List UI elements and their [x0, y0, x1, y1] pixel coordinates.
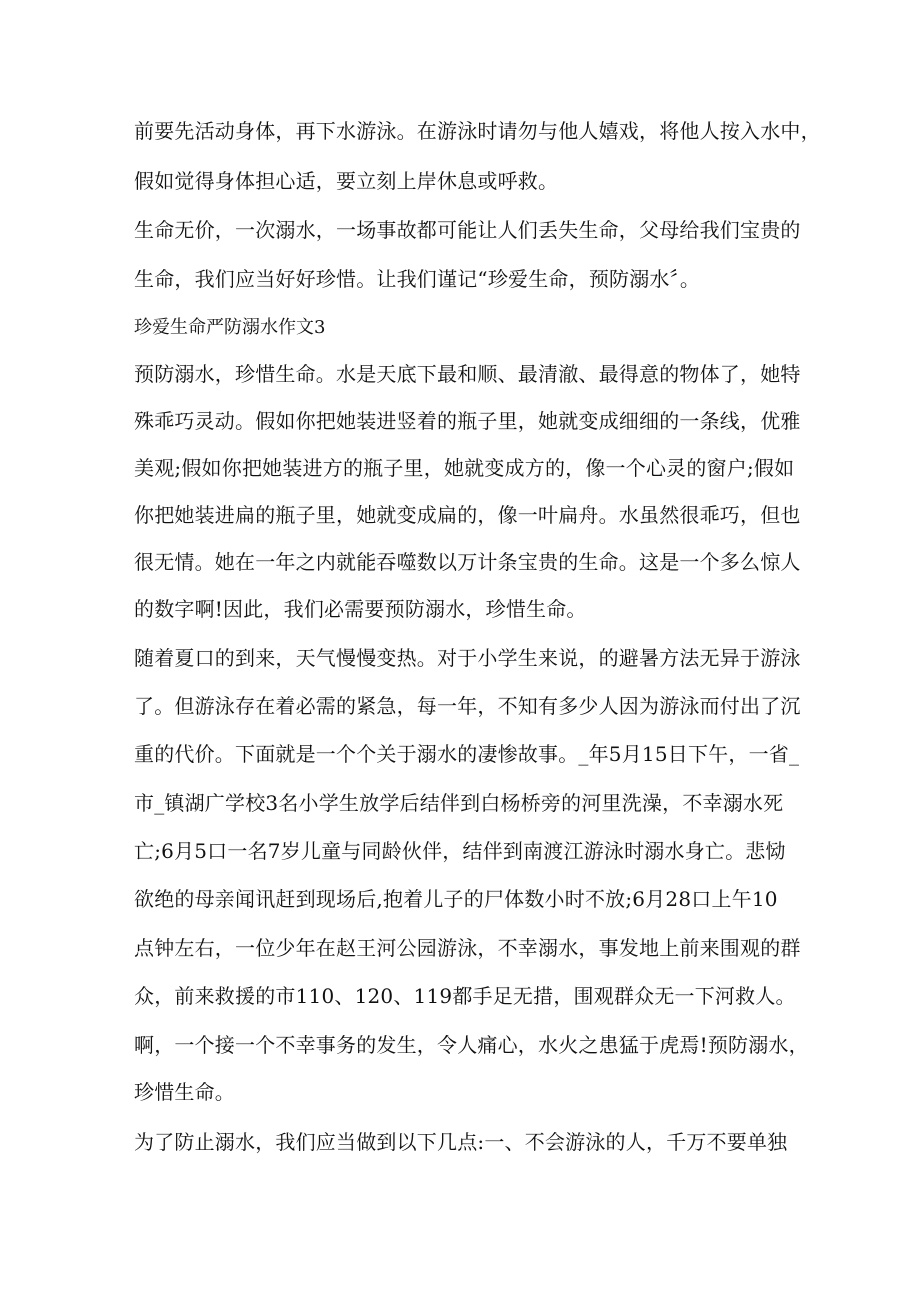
text-line: 生命，我们应当好好珍惜。让我们谨记“珍爱生命，预防溺水〞。 — [134, 267, 701, 291]
text-line: 很无情。她在一年之内就能吞噬数以万计条宝贵的生命。这是一个多么惊人 — [134, 550, 801, 574]
text-line: 的数字啊!因此，我们必需要预防溺水，珍惜生命。 — [134, 597, 587, 621]
text-line: 众，前来救援的市110、120、119都手足无措，围观群众无一下河救人。 — [134, 984, 796, 1008]
text-line: 欲绝的母亲闻讯赶到现场后,抱着儿子的尸体数小时不放;6月28口上午10 — [134, 887, 778, 911]
text-line: 前要先活动身体，再下水游泳。在游泳时请勿与他人嬉戏，将他人按入水中， — [134, 119, 821, 143]
text-line: 美观;假如你把她装进方的瓶子里，她就变成方的，像一个心灵的窗户;假如 — [134, 456, 795, 480]
text-line: 市_镇湖广学校3名小学生放学后结伴到白杨桥旁的河里洗澡，不幸溺水死 — [134, 791, 784, 815]
text-line: 珍惜生命。 — [134, 1080, 235, 1104]
text-line: 啊，一个接一个不幸事务的发生，令人痛心，水火之患猛于虎焉!预防溺水， — [134, 1033, 809, 1057]
text-line: 亡;6月5口一名7岁儿童与同龄伙伴，结伴到南渡江游泳时溺水身亡。悲恸 — [134, 839, 786, 863]
text-line: 了。但游泳存在着必需的紧急，每一年，不知有多少人因为游泳而付出了沉 — [134, 694, 801, 718]
text-line: 预防溺水，珍惜生命。水是天底下最和顺、最清澈、最得意的物体了，她特 — [134, 362, 801, 386]
text-line: 殊乖巧灵动。假如你把她装进竖着的瓶子里，她就变成细细的一条线，优雅 — [134, 409, 801, 433]
text-line: 点钟左右，一位少年在赵王河公园游泳，不幸溺水，事发地上前来围观的群 — [134, 936, 801, 960]
section-heading: 珍爱生命严防溺水作文3 — [134, 317, 326, 338]
text-line: 你把她装进扁的瓶子里，她就变成扁的，像一叶扁舟。水虽然很乖巧，但也 — [134, 503, 801, 527]
text-line: 随着夏口的到来，天气慢慢变热。对于小学生来说，的避暑方法无异于游泳 — [134, 646, 801, 670]
text-line: 重的代价。下面就是一个个关于溺水的凄惨故事。_年5月15日下午，一省_ — [134, 742, 800, 766]
text-line: 为了防止溺水，我们应当做到以下几点:一、不会游泳的人，千万不要单独 — [134, 1130, 788, 1154]
text-line: 生命无价，一次溺水，一场事故都可能让人们丢失生命，父母给我们宝贵的 — [134, 218, 801, 242]
text-line: 假如觉得身体担心适，要立刻上岸休息或呼救。 — [134, 169, 559, 193]
